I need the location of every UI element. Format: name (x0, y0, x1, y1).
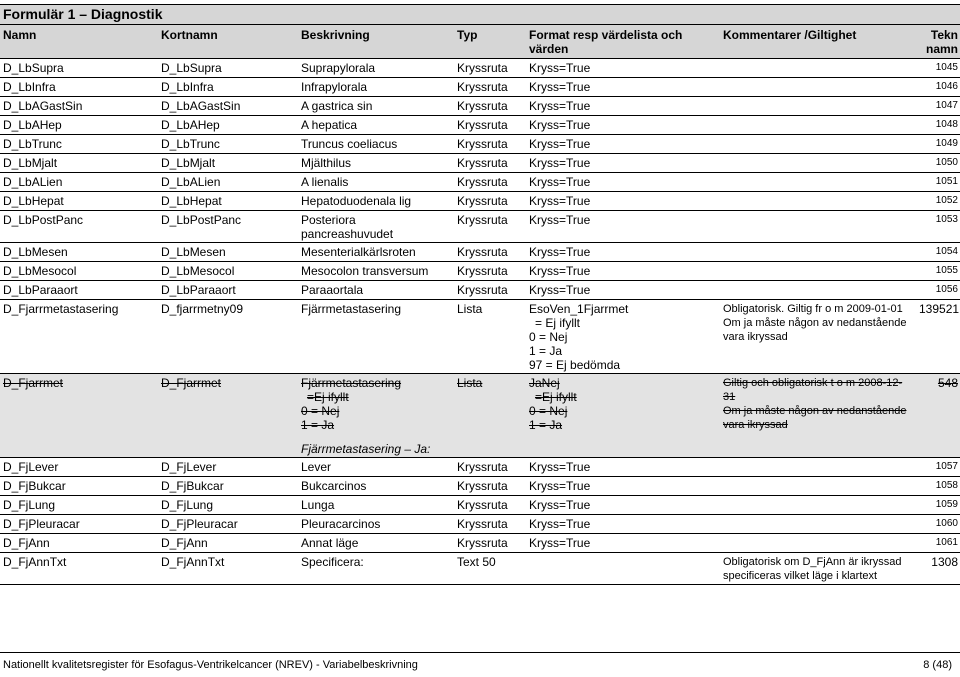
cell-typ: Kryssruta (454, 173, 526, 192)
cell-typ: Kryssruta (454, 78, 526, 97)
cell-kommentar: Obligatorisk om D_FjAnn är ikryssad specificeras vilket läge i klartext (720, 553, 916, 585)
cell-namn-text: D_Fjarrmet (3, 376, 64, 390)
cell-namn: D_Fjarrmetastasering (0, 300, 158, 374)
cell-beskrivning: A hepatica (298, 116, 454, 135)
cell-beskrivning: Hepatoduodenala lig (298, 192, 454, 211)
cell-tekn-namn: 1060 (916, 515, 960, 534)
cell-kortnamn: D_LbParaaort (158, 281, 298, 300)
cell-kortnamn: D_FjLung (158, 496, 298, 515)
table-row-fjanntxt (0, 553, 960, 585)
cell-kortnamn: D_FjBukcar (158, 477, 298, 496)
cell-beskrivning: Bukcarcinos (298, 477, 454, 496)
cell-namn: D_LbTrunc (0, 135, 158, 154)
cell-typ: Lista (454, 300, 526, 374)
cell-kortnamn: D_LbPostPanc (158, 211, 298, 243)
footer-text: Nationellt kvalitetsregister för Esofagus-Ventrikelcancer (NREV) - Variabelbeskrivning (3, 659, 418, 671)
variable-table (0, 25, 960, 585)
cell-format: Kryss=True (526, 211, 720, 243)
cell-format-line: =Ej ifyllt (535, 390, 577, 404)
cell-namn: D_LbAHep (0, 116, 158, 135)
table-row (0, 116, 960, 135)
table-row (0, 173, 960, 192)
cell-typ: Kryssruta (454, 458, 526, 477)
cell-beskrivning: Infrapylorala (298, 78, 454, 97)
subheading-fjarrmetastasering-ja: Fjärrmetastasering – Ja: (301, 442, 431, 456)
cell-kommentar (720, 300, 916, 374)
table-row (0, 262, 960, 281)
cell-typ: Kryssruta (454, 116, 526, 135)
cell-tekn-namn: 1048 (916, 116, 960, 135)
cell-typ: Kryssruta (454, 281, 526, 300)
cell-namn: D_FjPleuracar (0, 515, 158, 534)
cell-kortnamn: D_LbTrunc (158, 135, 298, 154)
cell-typ: Kryssruta (454, 97, 526, 116)
cell-format: Kryss=True (526, 243, 720, 262)
cell-beskrivning: Fjärrmetastasering (298, 300, 454, 374)
cell-beskrivning: A gastrica sin (298, 97, 454, 116)
cell-beskrivning: Specificera: (298, 553, 454, 585)
cell-kortnamn: D_FjPleuracar (158, 515, 298, 534)
cell-namn: D_FjAnn (0, 534, 158, 553)
cell-typ: Kryssruta (454, 515, 526, 534)
cell-kortnamn: D_LbAHep (158, 116, 298, 135)
cell-tekn-namn: 1057 (916, 458, 960, 477)
cell-kommentar-line: Giltig och obligatorisk t o m 2008-12-31 (723, 377, 903, 403)
cell-typ (454, 374, 526, 458)
table-row (0, 534, 960, 553)
cell-kommentar (720, 154, 916, 173)
cell-format: Kryss=True (526, 154, 720, 173)
cell-beskrivning-line: =Ej ifyllt (307, 390, 349, 404)
table-row-fjarrmetastasering (0, 300, 960, 374)
cell-kortnamn: D_LbSupra (158, 59, 298, 78)
cell-format: Kryss=True (526, 534, 720, 553)
cell-format-line: 97 = Ej bedömda (529, 358, 621, 372)
cell-typ: Kryssruta (454, 59, 526, 78)
col-header-kortnamn: Kortnamn (158, 25, 298, 59)
cell-format (526, 553, 720, 585)
cell-tekn-namn (916, 374, 960, 458)
cell-kommentar (720, 515, 916, 534)
table-header (0, 25, 960, 59)
cell-kommentar-line: Om ja måste någon av nedanstående vara ikryssad (723, 317, 907, 343)
cell-namn: D_FjLever (0, 458, 158, 477)
cell-kommentar (720, 477, 916, 496)
cell-namn: D_LbPostPanc (0, 211, 158, 243)
cell-format (526, 374, 720, 458)
cell-format-line: EsoVen_1Fjarrmet (529, 302, 629, 316)
col-header-tekn-namn: Tekn namn (916, 25, 960, 59)
cell-beskrivning: Lunga (298, 496, 454, 515)
cell-beskrivning: Pleuracarcinos (298, 515, 454, 534)
cell-namn: D_LbParaaort (0, 281, 158, 300)
cell-kommentar (720, 59, 916, 78)
table-row (0, 515, 960, 534)
cell-kommentar (720, 374, 916, 458)
table-row (0, 97, 960, 116)
cell-typ: Kryssruta (454, 135, 526, 154)
cell-kortnamn: D_LbHepat (158, 192, 298, 211)
cell-beskrivning: Paraaortala (298, 281, 454, 300)
cell-tekn-namn: 1049 (916, 135, 960, 154)
table-row (0, 281, 960, 300)
cell-kommentar (720, 496, 916, 515)
cell-kortnamn: D_LbMesocol (158, 262, 298, 281)
cell-kommentar (720, 458, 916, 477)
cell-namn: D_LbMesocol (0, 262, 158, 281)
cell-beskrivning: Mesenterialkärlsroten (298, 243, 454, 262)
cell-kommentar (720, 173, 916, 192)
cell-beskrivning: Lever (298, 458, 454, 477)
cell-format (526, 300, 720, 374)
cell-kommentar (720, 243, 916, 262)
cell-tekn-namn: 1055 (916, 262, 960, 281)
cell-tekn-namn: 1045 (916, 59, 960, 78)
cell-kommentar (720, 281, 916, 300)
cell-kortnamn: D_LbMesen (158, 243, 298, 262)
cell-kommentar-line: Om ja måste någon av nedanstående vara ikryssad (723, 405, 907, 431)
cell-namn: D_LbALien (0, 173, 158, 192)
page-number: 8 (48) (923, 659, 952, 671)
cell-format: Kryss=True (526, 192, 720, 211)
cell-tekn-namn: 1059 (916, 496, 960, 515)
cell-format-line: = Ej ifyllt (535, 316, 581, 330)
col-header-typ: Typ (454, 25, 526, 59)
cell-format: Kryss=True (526, 515, 720, 534)
cell-tekn-namn: 1047 (916, 97, 960, 116)
table-row (0, 496, 960, 515)
cell-beskrivning-line: 1 = Ja (301, 418, 335, 432)
cell-format: Kryss=True (526, 78, 720, 97)
cell-namn: D_LbInfra (0, 78, 158, 97)
cell-format: Kryss=True (526, 59, 720, 78)
cell-kommentar-line: Obligatorisk. Giltig fr o m 2009-01-01 (723, 303, 903, 315)
cell-tekn-namn: 139521 (916, 300, 960, 374)
cell-format: Kryss=True (526, 458, 720, 477)
cell-kortnamn-text: D_Fjarrmet (161, 376, 222, 390)
cell-kommentar (720, 534, 916, 553)
cell-typ: Kryssruta (454, 211, 526, 243)
table-row (0, 211, 960, 243)
cell-tekn-namn: 1054 (916, 243, 960, 262)
cell-typ: Kryssruta (454, 262, 526, 281)
cell-typ: Kryssruta (454, 154, 526, 173)
cell-namn: D_LbHepat (0, 192, 158, 211)
cell-tekn-namn: 1058 (916, 477, 960, 496)
cell-kortnamn (158, 374, 298, 458)
table-row (0, 243, 960, 262)
cell-beskrivning (298, 374, 454, 458)
cell-typ: Text 50 (454, 553, 526, 585)
cell-beskrivning: Annat läge (298, 534, 454, 553)
cell-namn: D_LbSupra (0, 59, 158, 78)
cell-tekn-namn: 1050 (916, 154, 960, 173)
table-row (0, 192, 960, 211)
table-row (0, 458, 960, 477)
form-title: Formulär 1 – Diagnostik (0, 4, 960, 25)
cell-kortnamn: D_LbAGastSin (158, 97, 298, 116)
col-header-format: Format resp värdelista och värden (526, 25, 720, 59)
cell-tekn-namn: 1052 (916, 192, 960, 211)
cell-format-line: JaNej (529, 376, 560, 390)
cell-tekn-namn: 1051 (916, 173, 960, 192)
cell-tekn-namn-text: 548 (937, 376, 958, 390)
cell-tekn-namn: 1061 (916, 534, 960, 553)
table-row (0, 477, 960, 496)
cell-kortnamn: D_LbInfra (158, 78, 298, 97)
cell-beskrivning: A lienalis (298, 173, 454, 192)
cell-beskrivning-line: 0 = Nej (301, 404, 340, 418)
cell-format: Kryss=True (526, 135, 720, 154)
cell-typ: Kryssruta (454, 192, 526, 211)
cell-namn: D_FjBukcar (0, 477, 158, 496)
cell-typ: Kryssruta (454, 496, 526, 515)
cell-typ: Kryssruta (454, 243, 526, 262)
cell-format: Kryss=True (526, 97, 720, 116)
cell-format-line: 1 = Ja (529, 344, 563, 358)
cell-typ: Kryssruta (454, 477, 526, 496)
cell-kommentar (720, 116, 916, 135)
cell-format: Kryss=True (526, 173, 720, 192)
cell-beskrivning: Truncus coeliacus (298, 135, 454, 154)
col-header-kommentarer: Kommentarer /Giltighet (720, 25, 916, 59)
table-row (0, 135, 960, 154)
cell-beskrivning-line: Fjärrmetastasering (301, 376, 402, 390)
cell-beskrivning: Posteriora pancreashuvudet (298, 211, 454, 243)
page-footer (0, 652, 960, 677)
cell-format-line: 0 = Nej (529, 404, 568, 418)
cell-kortnamn: D_LbMjalt (158, 154, 298, 173)
table-row (0, 78, 960, 97)
cell-namn: D_LbMesen (0, 243, 158, 262)
cell-kortnamn: D_FjAnn (158, 534, 298, 553)
cell-namn: D_LbAGastSin (0, 97, 158, 116)
cell-tekn-namn: 1308 (916, 553, 960, 585)
cell-typ-text: Lista (457, 376, 483, 390)
cell-format: Kryss=True (526, 116, 720, 135)
cell-namn: D_LbMjalt (0, 154, 158, 173)
cell-namn (0, 374, 158, 458)
cell-format: Kryss=True (526, 281, 720, 300)
cell-kommentar (720, 192, 916, 211)
cell-format: Kryss=True (526, 477, 720, 496)
cell-kommentar (720, 97, 916, 116)
cell-typ: Kryssruta (454, 534, 526, 553)
cell-kommentar (720, 78, 916, 97)
cell-beskrivning: Mjälthilus (298, 154, 454, 173)
cell-kortnamn: D_fjarrmetny09 (158, 300, 298, 374)
table-row (0, 59, 960, 78)
cell-beskrivning: Suprapylorala (298, 59, 454, 78)
cell-format-line: 0 = Nej (529, 330, 568, 344)
col-header-namn: Namn (0, 25, 158, 59)
table-row-fjarrmet-deprecated (0, 374, 960, 458)
cell-kortnamn: D_FjAnnTxt (158, 553, 298, 585)
col-header-beskrivning: Beskrivning (298, 25, 454, 59)
cell-namn: D_FjAnnTxt (0, 553, 158, 585)
cell-kortnamn: D_FjLever (158, 458, 298, 477)
cell-tekn-namn: 1056 (916, 281, 960, 300)
cell-tekn-namn: 1046 (916, 78, 960, 97)
cell-tekn-namn: 1053 (916, 211, 960, 243)
cell-format: Kryss=True (526, 262, 720, 281)
cell-format-line: 1 = Ja (529, 418, 563, 432)
cell-kommentar (720, 262, 916, 281)
cell-namn: D_FjLung (0, 496, 158, 515)
cell-kommentar (720, 135, 916, 154)
cell-beskrivning: Mesocolon transversum (298, 262, 454, 281)
cell-kortnamn: D_LbALien (158, 173, 298, 192)
cell-format: Kryss=True (526, 496, 720, 515)
cell-kommentar (720, 211, 916, 243)
table-row (0, 154, 960, 173)
